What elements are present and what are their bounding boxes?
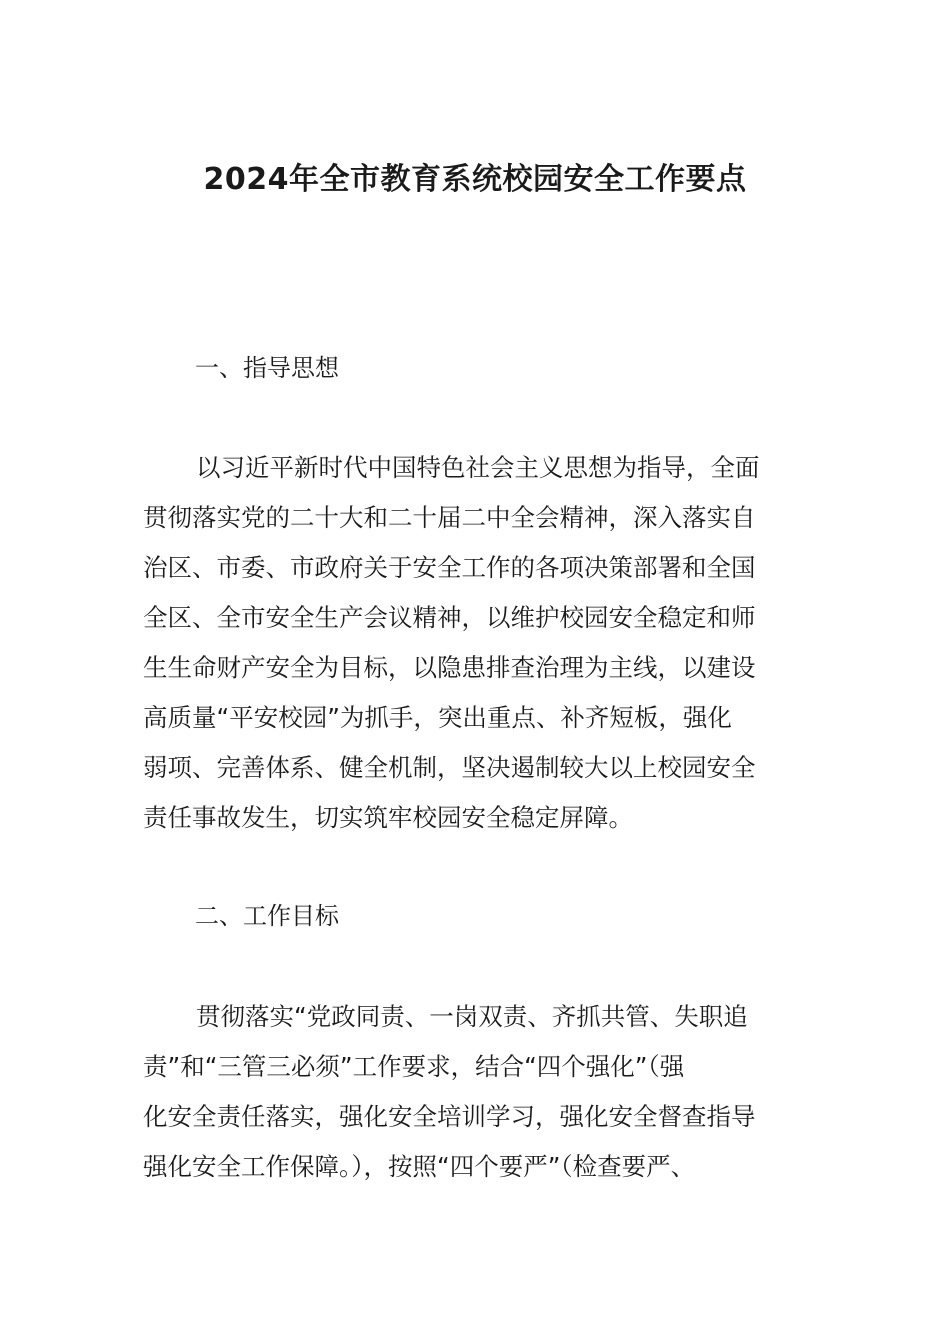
paragraph-line: 全区、全市安全生产会议精神，以维护校园安全稳定和师: [143, 603, 756, 632]
paragraph-line: 责任事故发生，切实筑牢校园安全稳定屏障。: [143, 803, 633, 832]
section-paragraph-work-goals: [143, 992, 807, 1192]
paragraph-line: 以习近平新时代中国特色社会主义思想为指导，全面: [196, 453, 760, 482]
paragraph-line: 治区、市委、市政府关于安全工作的各项决策部署和全国: [143, 553, 756, 582]
section-heading-guiding-ideology: 一、指导思想: [195, 354, 339, 382]
paragraph-line: 生生命财产安全为目标，以隐患排查治理为主线，以建设: [143, 653, 756, 682]
document-title: 2024年全市教育系统校园安全工作要点: [203, 162, 747, 197]
paragraph-line: 贯彻落实党的二十大和二十届二中全会精神，深入落实自: [143, 503, 756, 532]
section-heading-work-goals: 二、工作目标: [195, 902, 339, 930]
paragraph-line: 弱项、完善体系、健全机制，坚决遏制较大以上校园安全: [143, 753, 756, 782]
paragraph-line: 强化安全工作保障。），按照“四个要严”（检查要严、: [143, 1152, 696, 1181]
section-paragraph-guiding-ideology: [143, 443, 807, 843]
paragraph-line: 贯彻落实“党政同责、一岗双责、齐抓共管、失职追: [196, 1002, 748, 1031]
paragraph-line: 高质量“平安校园”为抓手，突出重点、补齐短板，强化: [143, 703, 732, 732]
paragraph-line: 化安全责任落实，强化安全培训学习，强化安全督查指导: [143, 1102, 756, 1131]
paragraph-line: 责”和“三管三必须”工作要求，结合“四个强化”（强: [143, 1052, 685, 1081]
